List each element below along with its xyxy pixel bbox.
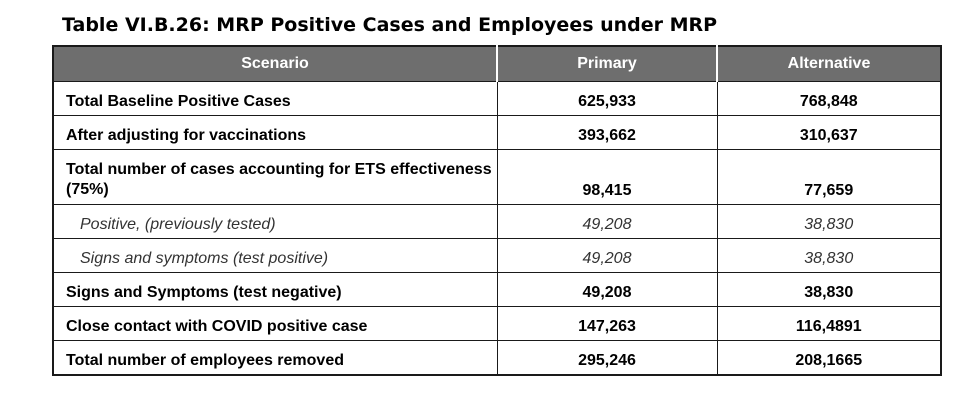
table-row	[53, 307, 941, 341]
row-label: Signs and symptoms (test positive)	[53, 239, 497, 273]
mrp-table	[52, 45, 942, 376]
table-row	[53, 239, 941, 273]
alternative-value: 208,1665	[717, 341, 941, 375]
table-row	[53, 273, 941, 307]
table-row	[53, 341, 941, 375]
primary-value: 147,263	[497, 307, 717, 341]
primary-value: 49,208	[497, 239, 717, 273]
header-row	[53, 46, 941, 82]
table-row	[53, 116, 941, 150]
alternative-value: 116,4891	[717, 307, 941, 341]
table-row	[53, 82, 941, 116]
primary-value: 393,662	[497, 116, 717, 150]
alternative-value: 310,637	[717, 116, 941, 150]
header-alternative: Alternative	[717, 46, 941, 82]
row-label: Close contact with COVID positive case	[53, 307, 497, 341]
header-scenario: Scenario	[53, 46, 497, 82]
row-label: Total Baseline Positive Cases	[53, 82, 497, 116]
table-row	[53, 150, 941, 205]
header-primary: Primary	[497, 46, 717, 82]
primary-value: 295,246	[497, 341, 717, 375]
alternative-value: 38,830	[717, 239, 941, 273]
primary-value: 98,415	[497, 150, 717, 205]
table-row	[53, 205, 941, 239]
alternative-value: 38,830	[717, 273, 941, 307]
row-label: Total number of employees removed	[53, 341, 497, 375]
alternative-value: 77,659	[717, 150, 941, 205]
row-label: Signs and Symptoms (test negative)	[53, 273, 497, 307]
alternative-value: 38,830	[717, 205, 941, 239]
row-label: Positive, (previously tested)	[53, 205, 497, 239]
primary-value: 49,208	[497, 205, 717, 239]
primary-value: 49,208	[497, 273, 717, 307]
primary-value: 625,933	[497, 82, 717, 116]
row-label: After adjusting for vaccinations	[53, 116, 497, 150]
table-title: Table VI.B.26: MRP Positive Cases and Employees under MRP	[62, 14, 718, 36]
alternative-value: 768,848	[717, 82, 941, 116]
row-label: Total number of cases accounting for ETS effectiveness (75%)	[53, 150, 497, 205]
